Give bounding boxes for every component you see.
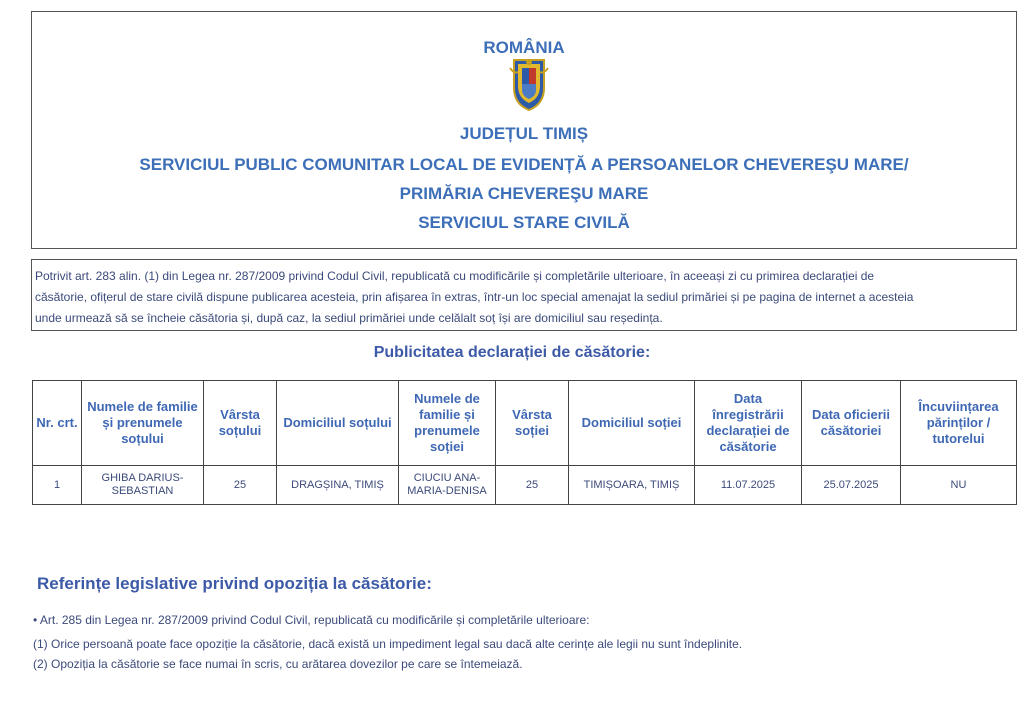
service-title-line2: PRIMĂRIA CHEVEREŞU MARE xyxy=(399,184,649,203)
county-title: JUDEȚUL TIMIȘ xyxy=(459,124,589,143)
col-header-registration-date: Data înregistrării declarației de căsătorie xyxy=(695,381,802,466)
cell-ceremony-date: 25.07.2025 xyxy=(802,466,901,505)
cell-wife-age: 25 xyxy=(496,466,569,505)
col-header-wife-age: Vârsta soției xyxy=(496,381,569,466)
col-header-wife-domicile: Domiciliul soției xyxy=(569,381,695,466)
service-title-line3: SERVICIUL STARE CIVILĂ xyxy=(418,213,630,232)
col-header-nr: Nr. crt. xyxy=(33,381,82,466)
cell-husband-age: 25 xyxy=(204,466,277,505)
service-title-line1: SERVICIUL PUBLIC COMUNITAR LOCAL DE EVIDENȚĂ A PERSOANELOR CHEVEREŞU MARE/ xyxy=(139,155,909,174)
intro-line1: Potrivit art. 283 alin. (1) din Legea nr. 287/2009 privind Codul Civil, republicată cu modificările și completările ulterioare, în aceeași zi cu primirea declarației de xyxy=(35,269,875,283)
header-box xyxy=(31,11,1017,249)
col-header-husband-age: Vârsta soțului xyxy=(204,381,277,466)
col-header-wife-name: Numele de familie și prenumele soției xyxy=(399,381,496,466)
cell-registration-date: 11.07.2025 xyxy=(695,466,802,505)
table-header-row xyxy=(33,381,1017,466)
cell-nr: 1 xyxy=(33,466,82,505)
legal-line3: (2) Opoziția la căsătorie se face numai în scris, cu arătarea dovezilor pe care se întemeiază. xyxy=(33,657,523,671)
legal-line2: (1) Orice persoană poate face opoziție la căsătorie, dacă există un impediment legal sau dacă alte cerințe ale legii nu sunt îndeplinite. xyxy=(33,637,743,651)
country-title: ROMÂNIA xyxy=(483,38,565,57)
legal-references-title: Referințe legislative privind opoziția la căsătorie: xyxy=(37,574,432,593)
intro-paragraph xyxy=(31,259,1017,331)
table-row xyxy=(33,466,1017,505)
section-title: Publicitatea declarației de căsătorie: xyxy=(373,344,651,361)
legal-line1: • Art. 285 din Legea nr. 287/2009 privind Codul Civil, republicată cu modificările și completările ulterioare: xyxy=(33,613,590,627)
col-header-husband-domicile: Domiciliul soțului xyxy=(277,381,399,466)
cell-husband-name: GHIBA DARIUS-SEBASTIAN xyxy=(82,466,204,505)
cell-wife-name: CIUCIU ANA-MARIA-DENISA xyxy=(399,466,496,505)
cell-husband-domicile: DRAGȘINA, TIMIȘ xyxy=(277,466,399,505)
col-header-ceremony-date: Data oficierii căsătoriei xyxy=(802,381,901,466)
declarations-table xyxy=(32,380,1017,505)
cell-parental-consent: NU xyxy=(901,466,1017,505)
intro-line2: căsătorie, ofițerul de stare civilă dispune publicarea acesteia, prin afișarea în extras, într-un loc special amenajat la sediul primăriei și pe pagina de internet a acesteia xyxy=(35,290,914,304)
cell-wife-domicile: TIMIȘOARA, TIMIȘ xyxy=(569,466,695,505)
intro-line3: unde urmează să se încheie căsătoria și, după caz, la sediul primăriei unde celălalt soț își are domiciliul sau reședința. xyxy=(35,311,663,325)
col-header-husband-name: Numele de familie și prenumele soțului xyxy=(82,381,204,466)
coat-of-arms-icon xyxy=(508,54,550,112)
col-header-parental-consent: Încuviințarea părinților / tutorelui xyxy=(901,381,1017,466)
